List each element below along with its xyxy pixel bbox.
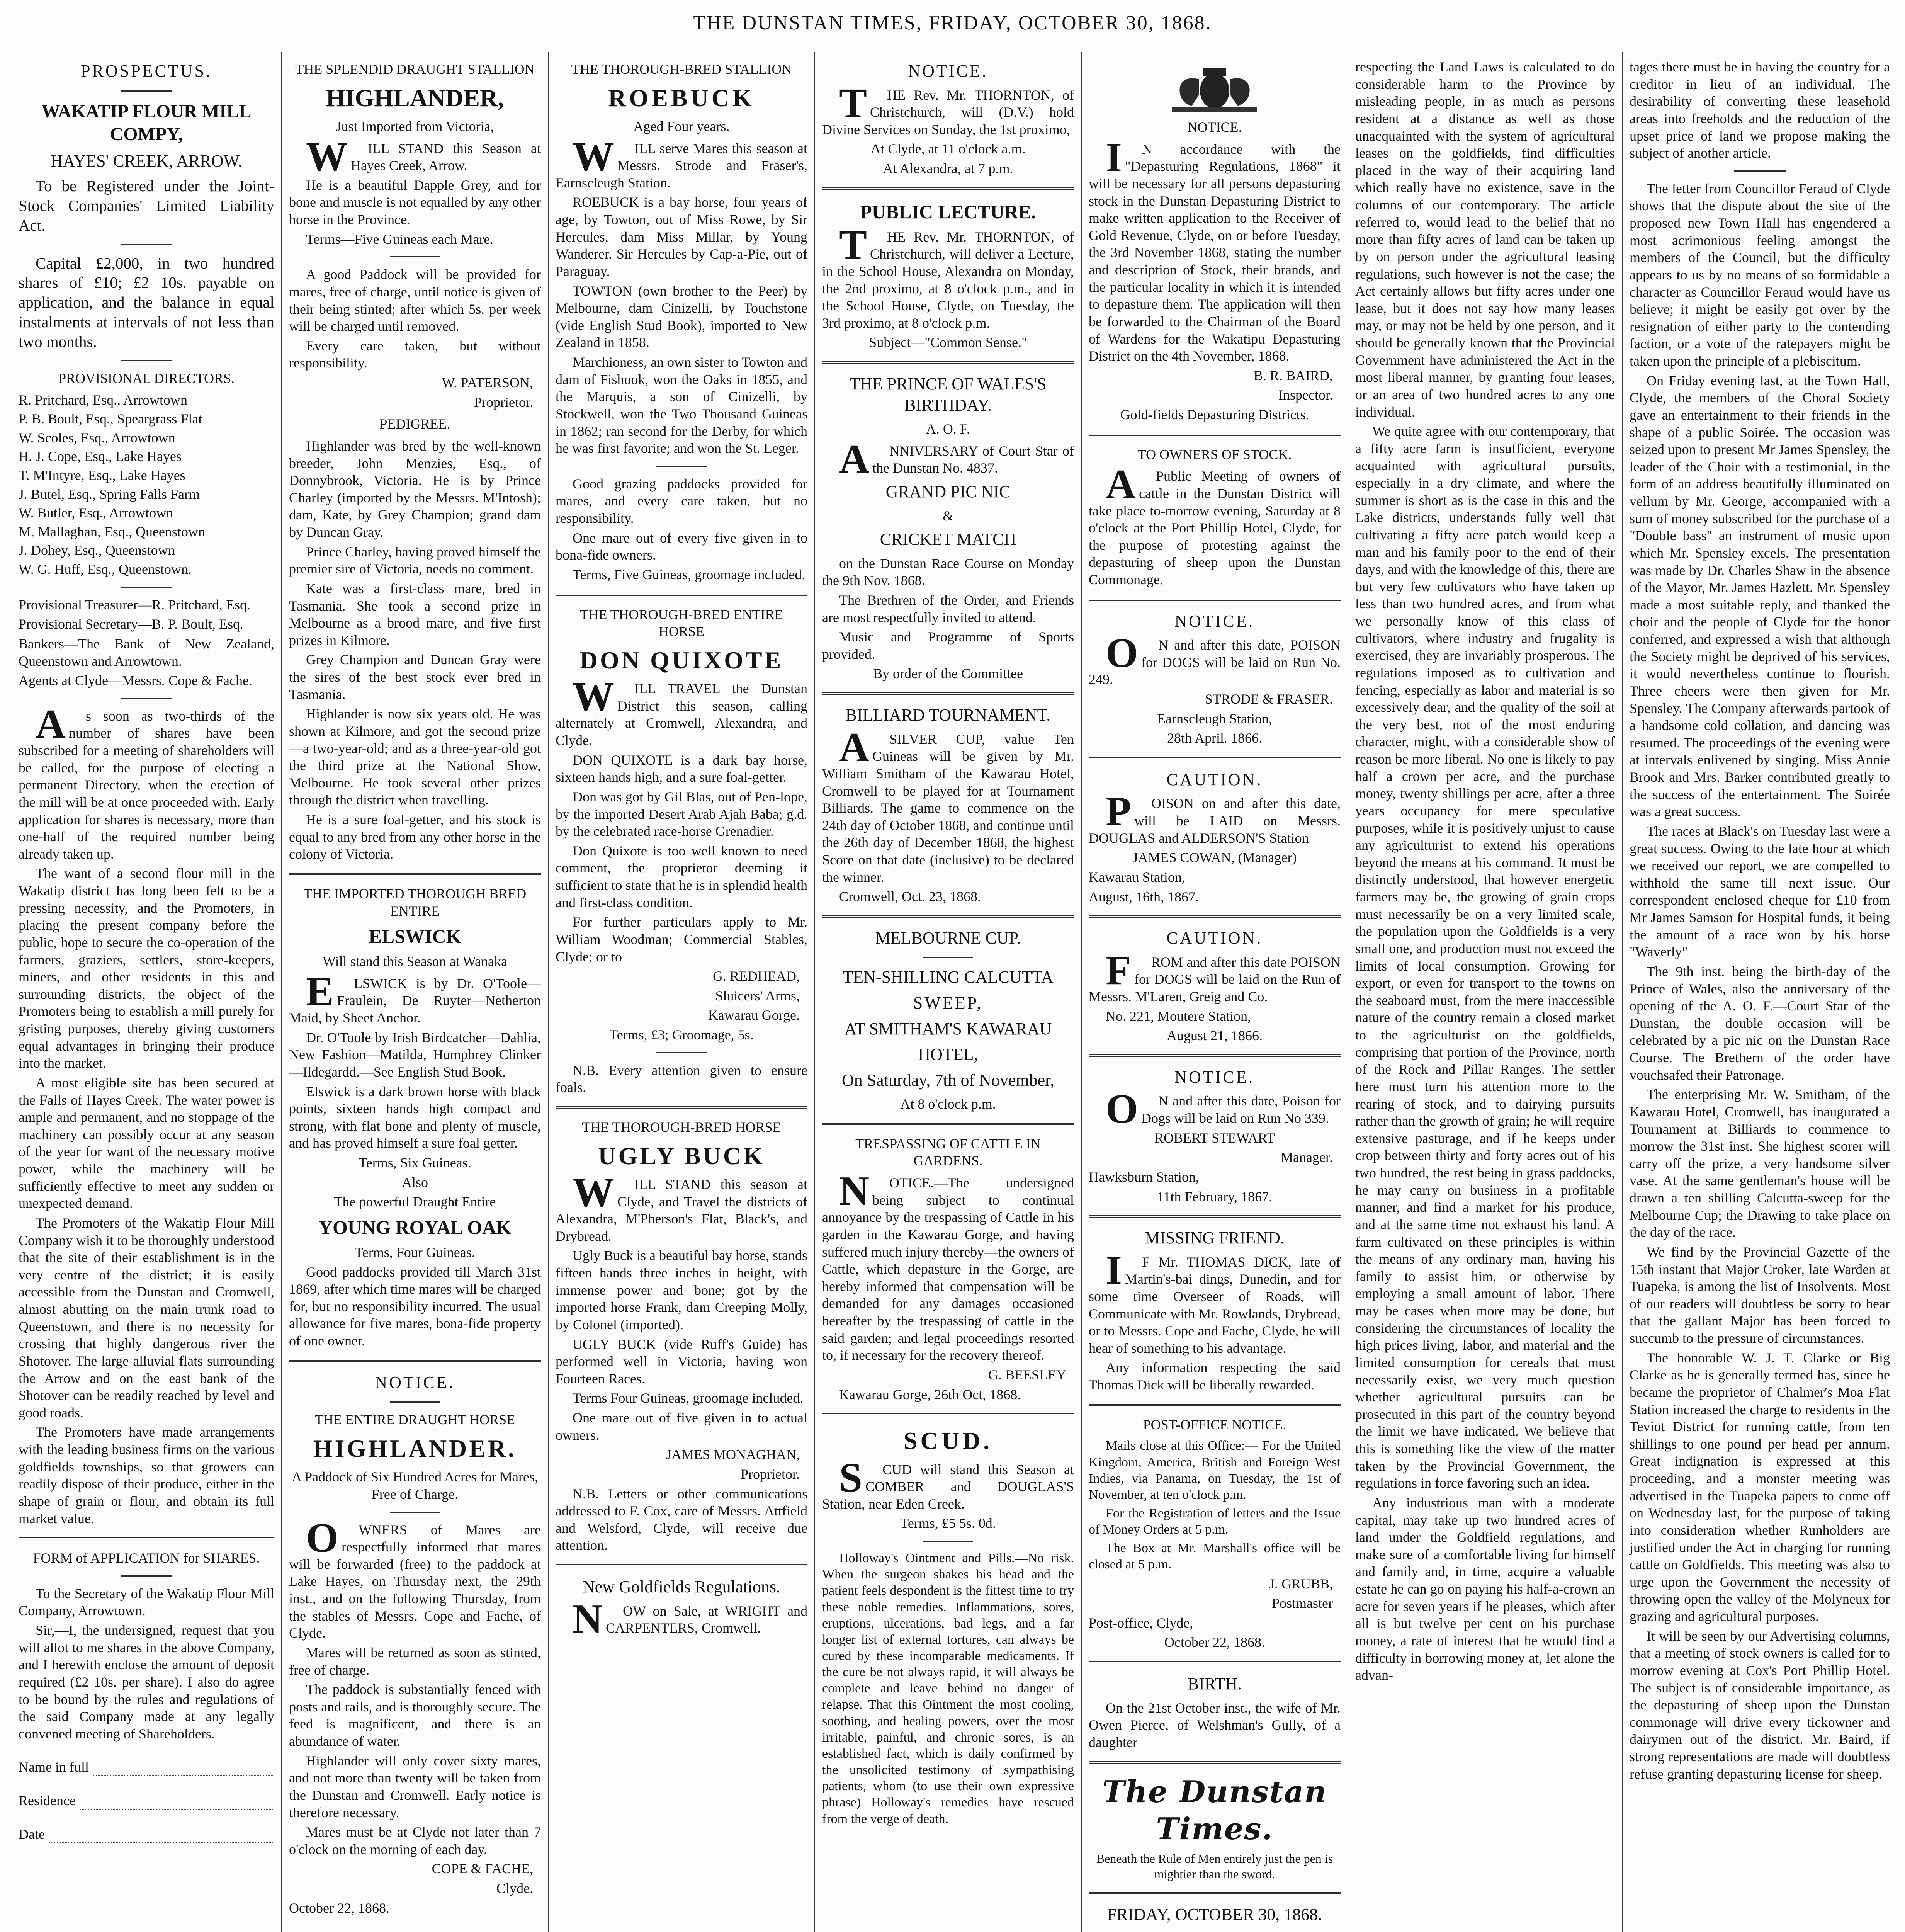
- field-line: [93, 1761, 274, 1776]
- form-heading: FORM of APPLICATION for SHARES.: [33, 1550, 260, 1566]
- divider: [822, 361, 1074, 364]
- director-item: M. Mallaghan, Esq., Queenstown: [19, 524, 205, 539]
- divider: [19, 1537, 274, 1539]
- signature: JAMES COWAN, (Manager): [1132, 850, 1297, 866]
- ad-paragraph: Elswick is a dark brown horse with black points, sixteen hands high compact and strong, with flat bone and plenty of muscle, and has proved himself a sure foal getter.: [289, 1083, 541, 1151]
- ad-paragraph: Terms Four Guineas, groomage included.: [573, 1390, 804, 1406]
- notice-heading: NOTICE.: [1174, 611, 1255, 631]
- divider: [656, 1052, 707, 1053]
- signature-role: Proprietor.: [474, 394, 533, 410]
- masthead: [0, 0, 1905, 46]
- signature-line: No. 221, Moutere Station,: [1106, 1008, 1251, 1024]
- newspaper-motto: Beneath the Rule of Men entirely just the pen is mightier than the sword.: [1096, 1851, 1333, 1881]
- bankers-text: Bankers—The Bank of New Zealand, Queenstown and Arrowtown.: [19, 636, 274, 669]
- ad-paragraph: Highlander was bred by the well-known breeder, John Menzies, Esq., of Donnybrook, Victoria. He is by Prince Charley (imported by the Messrs. M'Intosh); dam, Kate, by Grey Champion; grand dam by Duncan Gray.: [289, 438, 541, 540]
- ad-paragraph: Music and Programme of Sports provided.: [822, 629, 1074, 662]
- roebuck-age: Aged Four years.: [633, 118, 730, 134]
- column-2: [282, 52, 549, 1932]
- ad-paragraph: N.B. Letters or other communications addressed to F. Cox, care of Messrs. Attfield and Welsford, Clyde, will receive due attention.: [556, 1486, 807, 1553]
- divider: [822, 1413, 1074, 1415]
- capital-text: Capital £2,000, in two hundred shares of £10; £2 10s. payable on application, and the balance in equal instalments at intervals of not less than two months.: [19, 254, 274, 350]
- divider: [1089, 757, 1341, 759]
- ad-paragraph: FROM and after this date POISON for DOGS will be laid on the Run of Messrs. M'Laren, Greig and Co.: [1089, 947, 1341, 1005]
- prospectus-heading: PROSPECTUS.: [81, 61, 212, 80]
- signature-line: Post-office, Clyde,: [1089, 1615, 1193, 1631]
- divider: [822, 692, 1074, 695]
- ad-paragraph: APublic Meeting of owners of cattle in the Dunstan District will take place to-morrow evening, Saturday at 8 o'clock at the Port Phillip Hotel, Clyde, for the purpose of protesting against the depasturing of sheep upon the Dunstan Commonage.: [1089, 461, 1341, 587]
- ad-paragraph: Any information respecting the said Thomas Dick will be liberally rewarded.: [1089, 1360, 1341, 1393]
- signature: STRODE & FRASER.: [1205, 691, 1333, 707]
- missing-heading: MISSING FRIEND.: [1145, 1228, 1285, 1248]
- ad-paragraph: He is a sure foal-getter, and his stock is equal to any bred from any other horse in the colony of Victoria.: [289, 812, 541, 862]
- divider: [556, 1564, 807, 1566]
- oak-title: YOUNG ROYAL OAK: [318, 1216, 512, 1238]
- ad-paragraph: Mares must be at Clyde not later than 7 o'clock on the morning of each day.: [289, 1824, 541, 1857]
- ad-paragraph: The paddock is substantially fenced with posts and rails, and is thoroughly secure. The feed is magnificent, and there is an abundance of water.: [289, 1682, 541, 1749]
- field-line: [49, 1828, 274, 1843]
- ad-paragraph: Don Quixote is too well known to need comment, the proprietor deeming it sufficient to state that he is in splendid health and first-class condition.: [556, 843, 807, 910]
- divider: [923, 1541, 973, 1542]
- secretary-text: Provisional Secretary—B. P. Boult, Esq.: [19, 616, 243, 632]
- divider: [121, 587, 172, 588]
- birthday-heading: THE PRINCE OF WALES'S BIRTHDAY.: [850, 374, 1047, 415]
- aof-line: A. O. F.: [926, 421, 970, 437]
- ad-paragraph: THE Rev. Mr. THORNTON, of Christchurch, will (D.V.) hold Divine Services on Sunday, the 1st proximo,: [822, 80, 1074, 137]
- signature-line: Kawarau Gorge.: [708, 1007, 800, 1023]
- amp: &: [942, 508, 953, 524]
- signature-line: August, 16th, 1867.: [1089, 889, 1199, 905]
- signature: J. GRUBB,: [1269, 1576, 1333, 1592]
- signature-place: Clyde.: [496, 1881, 533, 1896]
- ad-paragraph: WILL serve Mares this season at Messrs. Strode and Fraser's, Earnscleugh Station.: [556, 133, 807, 190]
- editorial-paragraph: tages there must be in having the country for a creditor in lieu of an individual. The desirability of converting these leasehold areas into freeholds and the reduction of the upset price of land we propose making the subject of another article.: [1630, 59, 1890, 161]
- divider: [923, 957, 973, 958]
- ad-paragraph: DON QUIXOTE is a dark bay horse, sixteen hands high, and a sure foal-getter.: [556, 752, 807, 785]
- by-order: By order of the Committee: [873, 666, 1023, 682]
- ad-paragraph: Don was got by Gil Blas, out of Pen-lope, by the imported Desert Arab Ajah Baba; g.d. by the celebrated race-horse Grenadier.: [556, 789, 807, 839]
- signature-role: Proprietor.: [741, 1466, 800, 1482]
- divider: [121, 90, 172, 92]
- divider: [822, 187, 1074, 190]
- signature: G. REDHEAD,: [713, 968, 800, 984]
- field-line: [80, 1795, 274, 1810]
- divider: [121, 1575, 172, 1577]
- signature: W. PATERSON,: [442, 375, 533, 391]
- also-text: Also: [401, 1174, 428, 1190]
- ad-paragraph: For the Registration of letters and the Issue of Money Orders at 5 p.m.: [1089, 1506, 1341, 1537]
- ad-paragraph: IF Mr. THOMAS DICK, late of Martin's-bai dings, Dunedin, and for some time Overseer of Roads, will Communicate with Mr. Rowlands, Drybread, or to Messrs. Cope and Fache, Clyde, he will hear of something to his advantage.: [1089, 1247, 1341, 1356]
- divider: [822, 915, 1074, 918]
- form-to: To the Secretary of the Wakatip Flour Mill Company, Arrowtown.: [19, 1585, 274, 1619]
- elswick-header: THE IMPORTED THOROUGH BRED ENTIRE: [303, 886, 527, 919]
- ad-paragraph: OWNERS of Mares are respectfully informed that mares will be forwarded (free) to the paddock at Lake Hayes, on Thursday next, the 29th inst., and on the following Thursday, from the stables of Messrs. Cope and Fache, of Clyde.: [289, 1515, 541, 1641]
- sweep-line: SWEEP,: [913, 993, 983, 1012]
- column-1: [12, 52, 282, 1932]
- company-name: WAKATIP FLOUR MILL COMPY,: [41, 101, 252, 145]
- registered-text: To be Registered under the Joint-Stock Companies' Limited Liability Act.: [19, 177, 274, 234]
- paddock-line: A Paddock of Six Hundred Acres for Mares, Free of Charge.: [292, 1469, 538, 1502]
- ad-date: Cromwell, Oct. 23, 1868.: [839, 889, 981, 905]
- prospectus-paragraph: The Promoters have made arrangements with the leading business firms on the various goldfields townships, so that growers can readily dispose of their produce, either in the shape of grain or flour, and obtain its full market value.: [19, 1424, 274, 1526]
- column-6: [1348, 52, 1623, 1932]
- field-label: Date: [19, 1826, 45, 1842]
- ad-paragraph: One mare out of every five given in to bona-fide owners.: [556, 530, 807, 563]
- ad-date: October 22, 1868.: [289, 1900, 389, 1916]
- ad-paragraph: IN accordance with the "Depasturing Regulations, 1868" it will be necessary for all persons depasturing stock in the Dunstan Depasturing District to make written application to the Receiver of Gold Revenue, Clyde, on or before Tuesday, the 3rd November 1868, stating the number and description of Stock, their brands, and the particular locality in which it is intended to depasture them. The application will then be forwarded to the Chairman of the Board of Wardens for the Wakatipu Depasturing District on the 4th November, 1868.: [1089, 134, 1341, 364]
- ugly-buck-header: THE THOROUGH-BRED HORSE: [582, 1119, 781, 1135]
- service-line: At Alexandra, at 7 p.m.: [883, 161, 1013, 177]
- ad-paragraph: SCUD will stand this Season at COMBER and DOUGLAS'S Station, near Eden Creek.: [822, 1454, 1074, 1512]
- sweep-time: At 8 o'clock p.m.: [900, 1096, 996, 1112]
- ad-paragraph: ON and after this date, Poison for Dogs will be laid on Run No 339.: [1106, 1086, 1341, 1133]
- newspaper-nameplate: The Dunstan Times.: [1102, 1774, 1327, 1847]
- caution-heading: CAUTION.: [1166, 929, 1263, 948]
- divider: [1089, 1761, 1341, 1764]
- regulations-heading: New Goldfields Regulations.: [582, 1577, 781, 1597]
- sweep-line: AT SMITHAM'S KAWARAU: [844, 1019, 1052, 1038]
- signature-line: Kawarau Station,: [1089, 869, 1185, 885]
- ad-paragraph: Highlander is now six years old. He was shown at Kilmore, and got the second prize—a two-year-old; and as a three-year-old got the third prize at the National Show, Melbourne. He took several other prizes through the district when travelling.: [289, 706, 541, 808]
- ad-paragraph: Every care taken, but without responsibility.: [289, 338, 541, 371]
- ad-paragraph: Good grazing paddocks provided for mares, and every care taken, but no responsibility.: [556, 476, 807, 526]
- cricket-heading: CRICKET MATCH: [880, 530, 1016, 549]
- highlander-title-2: HIGHLANDER.: [313, 1434, 517, 1462]
- news-paragraph: The races at Black's on Tuesday last were a great success. Owing to the late hour at which we received our report, we are compelled to withhold the same till next issue. Our correspondent enclosed cheque for £10 from Mr James Samson for Hospital funds, it being the amount of a race won by his horse "Waverly": [1630, 823, 1890, 960]
- divider: [1734, 170, 1786, 172]
- divider: [390, 256, 440, 257]
- elswick-stand: Will stand this Season at Wanaka: [323, 954, 507, 969]
- director-item: W. Scoles, Esq., Arrowtown: [19, 430, 175, 446]
- prospectus-paragraph: As soon as two-thirds of the number of shares have been subscribed for a meeting of shareholders will be called, for the purpose of electing a permanent Directory, when the erection of the mill will be at once proceeded with. Early application for shares is necessary, more than one-half of the required number being already taken up.: [19, 701, 274, 862]
- signature-line: Sluicers' Arms,: [715, 988, 800, 1003]
- divider: [390, 1401, 440, 1403]
- signature-role: Manager.: [1281, 1150, 1333, 1165]
- ad-paragraph: WILL TRAVEL the Dunstan District this season, calling alternately at Cromwell, Alexandra, and Clyde.: [556, 674, 807, 748]
- editorial-dateline: FRIDAY, OCTOBER 30, 1868.: [1107, 1905, 1322, 1924]
- news-paragraph: The 9th inst. being the birth-day of the Prince of Wales, also the anniversary of the opening of the A. O. F.—Court Star of the Dunstan, the double occasion will be celebrated by a pic nic on the Dunstan Race Course. The Brethern of the order have vouchsafed their Patronage.: [1630, 963, 1890, 1083]
- ad-paragraph: ANNIVERSARY of Court Star of the Dunstan No. 4837.: [839, 436, 1074, 482]
- ad-paragraph: NOW on Sale, at WRIGHT and CARPENTERS, Cromwell.: [573, 1596, 807, 1642]
- notice-heading: NOTICE.: [375, 1372, 455, 1392]
- news-paragraph: The honorable W. J. T. Clarke or Big Clarke as he is generally termed has, since he became the proprietor of Chalmer's Moa Flat Station increased the charge to residents in the Teviot District for running cattle, from ten shillings to one pound per head per annum. Great indignation is expressed at this proceeding, and a monster meeting was advertised in the Tuapeka papers to come off on Wednesday last, for the purpose of taking into consideration whether Runholders are justified under the Act in charging for running cattle on Goldfields. This meeting was also to urge upon the Government the necessity of throwing open the valley of the Molyneux for grazing and agricultural purposes.: [1630, 1350, 1890, 1624]
- divider: [1089, 915, 1341, 918]
- stallion-header: THE SPLENDID DRAUGHT STALLION: [295, 61, 535, 77]
- lecture-heading: PUBLIC LECTURE.: [860, 201, 1036, 223]
- news-paragraph: The enterprising Mr. W. Smitham, of the Kawarau Hotel, Cromwell, has inaugurated a Tournament at Billiards to commence to morrow the 31st inst. She highest scorer will carry off the prize, a very handsome silver vase. At the same gentleman's house will be drawn a ten shilling Calcutta-sweep for the Melbourne Cup; the Drawing to take place on the day of the race.: [1630, 1087, 1890, 1240]
- agents-text: Agents at Clyde—Messrs. Cope & Fache.: [19, 673, 252, 689]
- ad-paragraph: Kate was a first-class mare, bred in Tasmania. She took a second prize in Melbourne as a brood mare, and five first prizes in Kilmore.: [289, 580, 541, 648]
- ad-terms: Terms—Five Guineas each Mare.: [306, 231, 494, 247]
- divider: [1089, 1661, 1341, 1663]
- divider: [289, 1360, 541, 1362]
- treasurer-text: Provisional Treasurer—R. Pritchard, Esq.: [19, 597, 250, 612]
- owners-heading: TO OWNERS OF STOCK.: [1137, 446, 1292, 462]
- divider: [1089, 434, 1341, 436]
- lecture-subject: Subject—"Common Sense.": [869, 335, 1027, 350]
- director-item: T. M'Intyre, Esq., Lake Hayes: [19, 467, 185, 483]
- director-item: P. B. Boult, Esq., Speargrass Flat: [19, 411, 202, 427]
- ad-paragraph: POISON on and after this date, will be LAID on Messrs. DOUGLAS and ALDERSON'S Station: [1089, 789, 1341, 846]
- ad-paragraph: Prince Charley, having proved himself the premier sire of Victoria, needs no comment.: [289, 544, 541, 577]
- ad-paragraph: For further particulars apply to Mr. William Woodman; Commercial Stables, Clyde; or to: [556, 914, 807, 964]
- signature-role: Inspector.: [1278, 387, 1333, 403]
- ad-paragraph: THE Rev. Mr. THORNTON, of Christchurch, will deliver a Lecture, in the School House, Alexandra on Monday, the 2nd proximo, at 8 o'clock p.m., and in the School House, Clyde, on Tuesday, the 3rd proximo, at 8 o'clock p.m.: [822, 222, 1074, 331]
- divider: [1089, 1892, 1341, 1894]
- divider: [556, 594, 807, 596]
- ad-paragraph: Good paddocks provided till March 31st 1869, after which time mares will be charged for, but no responsibility incurred. The usual allowance for five mares, bona-fide property of one owner.: [289, 1264, 541, 1349]
- ad-paragraph: The Box at Mr. Marshall's office will be closed at 5 p.m.: [1089, 1541, 1341, 1572]
- oak-header: The powerful Draught Entire: [334, 1194, 496, 1210]
- don-quixote-header: THE THOROUGH-BRED ENTIRE HORSE: [580, 606, 783, 639]
- ad-paragraph: A good Paddock will be provided for mares, free of charge, until notice is given of their being stinted; after which 5s. per week will be charged until removed.: [289, 267, 541, 334]
- signature: G. BEESLEY: [988, 1367, 1066, 1383]
- news-paragraph: On Friday evening last, at the Town Hall, Clyde, the members of the Choral Society gave an entertainment to their friends in the shape of a public Soirée. The occasion was seized upon to present Mr James Spensley, the leader of the Choir with a testimonial, in the form of an address beautifully illuminated on vellum by Mr. George, accompanied with a sum of money subscribed for the purchase of a "Double bass" an instrument of music upon which Mr. Spensley excels. The presentation was made by Dr. Charles Shaw in the absence of the Mayor, Mr. James Hazlett. Mr. Spensley made a most suitable reply, and thanked the choir and the people of Clyde for the honor conferred, and expressed a wish that although the Society might be deprived of his services, it would nevertheless continue to flourish. Three cheers were then given for Mr. Spensley. The Company afterwards partook of a handsome cold collation, and dancing was resumed. The proceedings of the evening were at intervals enlivened by singing. Miss Annie Brook and Mrs. Barker contributed greatly to the success of the entertainment. The Soirée was a great success.: [1630, 372, 1890, 820]
- ad-paragraph: ROEBUCK is a bay horse, four years of age, by Towton, out of Miss Rowe, by Sir Hercules, dam Miss Millar, by Young Wanderer. Sir Hercules by Cap-a-Pie, out of Paraguay.: [556, 194, 807, 279]
- scud-terms: Terms, £5 5s. 0d.: [900, 1515, 996, 1531]
- ad-paragraph: Terms, Five Guineas, groomage included.: [573, 566, 806, 582]
- form-body: Sir,—I, the undersigned, request that you will allot to me shares in the above Company, and I herewith enclose the amount of deposit required (£2 10s. per share). I also do agree to be bound by the rules and regulations of the said Company made at any legally convened meeting of Shareholders.: [19, 1622, 274, 1742]
- editorial-paragraph: We quite agree with our contemporary, that a fifty acre farm is insufficient, everyone acquainted with agricultural pursuits, especially in a dry climate, and where the summer is short as is the case in this and the Lake districts, understands fully well that cultivating a fifty acre patch would keep a man and his family poor to the end of their days, and with the knowledge of this, there are but very few cultivators who have taken up less than two hundred acres, and from what we personally know of this class of cultivators, where industry and frugality is exercised, they are invariably prosperous. The regulations imposed as to cultivation and fencing, especially as labor and material is so excessively dear, and the quality of the soil at the very best, not of the most enduring character, might, with a considerable show of reason be more liberal. No one is likely to pay half a crown per acre, and the purchase money, twenty shillings per acre, after a three years occupancy for mere speculative purposes, while it is positively unjust to cause any agriculturist to extend his operations beyond the means at his command. It must be distinctly understood, that however energetic farmers may be, the growing of grain crops must necessarily be on a very limited scale, the population upon the Goldfields is a very small one, and production must not exceed the limits of local consumption. Growing for export, or even for transport to the towns on the seaboard must, from the mere inaccessible nature of the country remain a closed market to the agriculturist on the goldfields, comprising that portion of the Province, north of the Rock and Pillar Ranges. The settler here must turn his attention more to the rearing of stock, and to dairying pursuits rather than the growth of grain; he will require extensive pasturage, and if he keeps under crop between thirty and forty acres out of his two hundred, the rest being in grass paddocks, he may carry on business in a profitable manner, and find a market for his produce, and at the same time not exhaust his land. A farm cultivated on these principles is within the means of any ordinary man, having his family to assist him, or otherwise by employing a small amount of labor. There may be cases when more may be done, but considering the circumstances of locality the high prices living, labor, and material and the limited consumption for cereals that must necessarily exist, we very much question whether agricultural pursuits can be prosecuted in this part of the country beyond the limit we have indicated. We believe that this is something like the view of the matter taken by the Provincial Government, the regulations in force favoring such an idea.: [1355, 423, 1615, 1491]
- divider: [1089, 1215, 1341, 1218]
- divider: [121, 360, 172, 361]
- roebuck-title: ROEBUCK: [608, 84, 755, 112]
- signature-line: Earnscleugh Station,: [1157, 711, 1272, 726]
- elswick-title: ELSWICK: [369, 925, 461, 947]
- ad-paragraph: Dr. O'Toole by Irish Birdcatcher—Dahlia, New Fashion—Matilda, Humphrey Clinker—Ildegardd.—See English Stud Book.: [289, 1029, 541, 1080]
- imported-line: Just Imported from Victoria,: [336, 118, 494, 134]
- ad-paragraph: One mare out of five given in to actual owners.: [556, 1410, 807, 1443]
- ad-paragraph: Mails close at this Office:— For the United Kingdom, America, British and Foreign West Indies, via Panama, on Tuesday, the 1st of November, at ten o'clock p.m.: [1089, 1439, 1341, 1502]
- ad-paragraph: The Brethren of the Order, and Friends are most respectfully invited to attend.: [822, 592, 1074, 625]
- ad-paragraph: He is a beautiful Dapple Grey, and for bone and muscle is not equalled by any other horse in the Province.: [289, 177, 541, 228]
- date-field: [19, 1826, 274, 1843]
- signature: JAMES MONAGHAN,: [666, 1447, 800, 1463]
- ad-paragraph: WILL STAND this season at Clyde, and Travel the districts of Alexandra, M'Pherson's Flat, Black's, and Drybread.: [556, 1169, 807, 1244]
- prospectus-paragraph: The want of a second flour mill in the Wakatip district has long been felt to be a pressing necessity, and the Promoters, in placing the present company before the public, hope to secure the co-operation of the farmers, graziers, settlers, store-keepers, miners, and other residents in this and surrounding districts, the object of the Promoters being to establish a mill purely for gristing purposes, thereby giving customers equal advantages in bringing their produce into the market.: [19, 866, 274, 1071]
- director-item: J. Dohey, Esq., Queenstown: [19, 543, 175, 558]
- name-field: [19, 1759, 274, 1776]
- trespass-heading: TRESPASSING OF CATTLE IN GARDENS.: [855, 1136, 1041, 1169]
- divider: [1089, 599, 1341, 601]
- ad-paragraph: TOWTON (own brother to the Peer) by Melbourne, dam Cinizelli. by Touchstone (vide English Stud Book), imported to New Zealand in 1858.: [556, 283, 807, 350]
- divider: [121, 698, 172, 699]
- news-paragraph: It will be seen by our Advertising columns, that a meeting of stock owners is called for to morrow evening at Cox's Port Phillip Hotel. The subject is of considerable importance, as the depasturing of sheep upon the Dunstan commonage will drive every tickowner and dairymen out of the district. Mr. Baird, if strong representations are made will doubtless refuse granting depasturing license for sheep.: [1630, 1628, 1890, 1782]
- editorial-paragraph: Any industrious man with a moderate capital, may take up two hundred acres of land under the Goldfield regulations, and make sure of a comfortable living for himself and family and, in time, acquire a valuable estate he can go on paying his half-a-crown an acre for seven years if he pleases, which after all is but twelve per cent on his purchase money, a rate of interest that he would find a difficulty in borrowing money at, let alone the advan-: [1355, 1495, 1615, 1683]
- cup-heading: MELBOURNE CUP.: [875, 928, 1021, 947]
- news-paragraph: The letter from Councillor Feraud of Clyde shows that the dispute about the site of the proposed new Town Hall has engendered a most acrimonious feeling amongst the members of the Council, but the difficulty appears to us by no means of so formidable a character as Councillor Feraud would have us believe; it might be easily got over by the resignation of either party to the contending faction, or a vote of the ratepayers might be taken upon the principle of a plebiscitum.: [1630, 180, 1890, 369]
- prospectus-paragraph: A most eligible site has been secured at the Falls of Hayes Creek. The water power is ample and permanent, and no stoppage of the machinery can possibly occur at any season of the year for want of the necessary motive power, while the machinery will be sufficiently effective to meet any sudden or unexpected demand.: [19, 1075, 274, 1211]
- divider: [556, 1106, 807, 1109]
- entire-header: THE ENTIRE DRAUGHT HORSE: [314, 1412, 515, 1428]
- divider: [822, 1123, 1074, 1125]
- ad-paragraph: ELSWICK is by Dr. O'Toole—Fraulein, De Ruyter—Netherton Maid, by Sheet Anchor.: [289, 968, 541, 1026]
- signature-line: October 22, 1868.: [1164, 1634, 1265, 1650]
- divider: [656, 466, 707, 467]
- signature: B. R. BAIRD,: [1253, 367, 1333, 383]
- ugly-buck-title: UGLY BUCK: [598, 1142, 765, 1170]
- director-item: H. J. Cope, Esq., Lake Hayes: [19, 449, 182, 464]
- editorial-paragraph: respecting the Land Laws is calculated to do considerable harm to the Province by misleading people, in as much as persons resident at a distance as well as those unacquainted with the system of agricultural leases on the goldfields, find difficulties placed in the way of their acquiring land which really have no existence, save in the columns of our contemporary. The article referred to, would lead to the belief that no more than fifty acres of land can be taken up by on person under the agricultural leasing regulations, such however is not the case; the Act certainly allows but fifty acres under one lease, but it does not say how many leases may, or may not be held by one person, and it should be generally known that the Provincial Government have administered the Act in the most liberal manner, by granting four leases, or an area of two hundred acres to any one individual.: [1355, 59, 1615, 420]
- ad-paragraph: WILL STAND this Season at Hayes Creek, Arrow.: [306, 133, 541, 180]
- signature-line: 28th April. 1866.: [1167, 730, 1262, 746]
- field-label: Name in full: [19, 1759, 89, 1775]
- oak-terms: Terms, Four Guineas.: [355, 1244, 475, 1260]
- highlander-title: HIGHLANDER,: [326, 84, 504, 112]
- residence-field: [19, 1792, 274, 1810]
- ad-paragraph: UGLY BUCK (vide Ruff's Guide) has performed well in Victoria, having won Fourteen Races.: [556, 1336, 807, 1386]
- divider: [390, 1512, 440, 1513]
- notice-heading: NOTICE.: [1174, 1067, 1255, 1087]
- directors-list: [19, 391, 274, 578]
- news-paragraph: We find by the Provincial Gazette of the 15th instant that Major Croker, late Warden at Tuapeka, is among the list of Insolvents. Most of our readers will doubtless be sorry to hear that the gallant Major has been forced to succumb to the pressure of circumstances.: [1630, 1244, 1890, 1346]
- prospectus-paragraph: The Promoters of the Wakatip Flour Mill Company wish it to be thoroughly understood that the site of their establishment is in the very centre of the district; it is easily accessible from the Dunstan and Cromwell, almost abutting on the main trunk road to Queenstown, and there is no necessity for crossing that highly dangerous river the Shotover. The large alluvial flats surrounding the Arrow and on the east bank of the Shotover can be readily reached by level and good roads.: [19, 1215, 274, 1420]
- ad-paragraph: Highlander will only cover sixty mares, and not more than twenty will be taken from the Dunstan and Cromwell. Early notice is therefore necessary.: [289, 1753, 541, 1820]
- divider: [289, 873, 541, 875]
- elswick-terms: Terms, Six Guineas.: [359, 1155, 471, 1171]
- director-item: J. Butel, Esq., Spring Falls Farm: [19, 486, 200, 502]
- company-location: HAYES' CREEK, ARROW.: [50, 151, 243, 170]
- picnic-heading: GRAND PIC NIC: [885, 482, 1011, 502]
- ad-paragraph: Mares will be returned as soon as stinted, free of charge.: [289, 1645, 541, 1678]
- ad-paragraph: On the 21st October inst., the wife of Mr. Owen Pierce, of Welshman's Gully, of a daughter: [1089, 1700, 1341, 1750]
- director-item: R. Pritchard, Esq., Arrowtown: [19, 392, 187, 408]
- ad-date: Kawarau Gorge, 26th Oct, 1868.: [839, 1386, 1021, 1402]
- holloway-ad: Holloway's Ointment and Pills.—No risk. When the surgeon shakes his head and the patient feels despondent is the fittest time to try these noble remedies. Inflammations, sores, eruptions, ulcerations, bad legs, and a far longer list of external tortures, can always be cured by these incomparable medicaments. If the cure be not always rapid, it will always be complete and leave behind no danger of relapse. That this Ointment the most cooling, soothing, and healing powers, over the most irritable, painful, and chronic sores, is an established fact, which is daily confirmed by the unsolicited testimony of sympathising patients, whom (to use their own expressive phrase) Holloway's remedies have rescued from the verge of death.: [822, 1551, 1074, 1826]
- scud-title: SCUD.: [903, 1427, 993, 1455]
- pedigree-heading: PEDIGREE.: [379, 416, 450, 432]
- sweep-line: HOTEL,: [918, 1045, 978, 1064]
- caution-heading: CAUTION.: [1166, 770, 1263, 789]
- notice-heading: NOTICE.: [908, 61, 988, 80]
- ad-paragraph: Grey Champion and Duncan Gray were the sires of the best stock ever bred in Tasmania.: [289, 652, 541, 702]
- column-3: [549, 52, 815, 1932]
- ad-paragraph: Ugly Buck is a beautiful bay horse, stands fifteen hands three inches in height, with immense power and bone; got by the imported horse Frank, dam Creeping Molly, by Colonel (imported).: [556, 1248, 807, 1332]
- directors-heading: PROVISIONAL DIRECTORS.: [58, 370, 235, 386]
- signature-line: August 21, 1866.: [1166, 1028, 1263, 1044]
- director-item: W. G. Huff, Esq., Queenstown.: [19, 561, 192, 577]
- signature-line: Gold-fields Depasturing Districts.: [1120, 407, 1309, 422]
- signature: ROBERT STEWART: [1154, 1130, 1275, 1146]
- billiard-heading: BILLIARD TOURNAMENT.: [845, 706, 1051, 725]
- stallion-header: THE THOROUGH-BRED STALLION: [571, 61, 792, 77]
- birth-heading: BIRTH.: [1187, 1674, 1242, 1694]
- ad-paragraph: NOTICE.—The undersigned being subject to continual annoyance by the trespassing of Cattle in his garden in the Kawarau Gorge, and having suffered much injury thereby—the owners of Cattle, which depasture in the Gorge, are hereby informed that compensation will be demanded for any damages occasioned hereafter by the trespassing of cattle in the said garden; and legal proceedings resorted to, if necessary for the recovery thereof.: [822, 1168, 1074, 1363]
- field-label: Residence: [19, 1793, 76, 1808]
- royal-crest-icon: [1089, 64, 1341, 114]
- ad-paragraph: on the Dunstan Race Course on Monday the 9th Nov. 1868.: [822, 555, 1074, 588]
- director-item: W. Butler, Esq., Arrowtown: [19, 505, 173, 521]
- ad-paragraph: N.B. Every attention given to ensure foals.: [556, 1062, 807, 1095]
- service-line: At Clyde, at 11 o'clock a.m.: [870, 141, 1026, 157]
- column-4: [815, 52, 1082, 1932]
- ad-paragraph: ASILVER CUP, value Ten Guineas will be given by Mr. William Smitham of the Kawarau Hotel, Cromwell to be played for at Tournament Billiards. The game to commence on the 24th day of October 1868, and continue until the 26th day of December 1868, the highest Score on that date (inclusive) to be declared the winner.: [822, 724, 1074, 885]
- masthead-title: THE DUNSTAN TIMES, FRIDAY, OCTOBER 30, 1868.: [693, 12, 1212, 34]
- signature-line: 11th February, 1867.: [1157, 1189, 1273, 1204]
- ad-paragraph: Marchioness, an own sister to Towton and dam of Fishook, won the Oaks in 1855, and the Marquis, a son of Cinizelli, by Stockwell, won the Two Thousand Guineas in 1862; ran second for the Derby, for which he was first favorite; and won the St. Leger.: [556, 354, 807, 456]
- post-heading: POST-OFFICE NOTICE.: [1143, 1417, 1286, 1432]
- sweep-date: On Saturday, 7th of November,: [841, 1070, 1055, 1090]
- ad-terms: Terms, £3; Groomage, 5s.: [609, 1027, 754, 1043]
- column-5: [1082, 52, 1348, 1932]
- column-7: [1623, 52, 1897, 1932]
- signature: COPE & FACHE,: [432, 1861, 533, 1877]
- signature-line: Hawksburn Station,: [1089, 1169, 1199, 1185]
- signature-role: Postmaster: [1272, 1595, 1333, 1611]
- sweep-line: TEN-SHILLING CALCUTTA: [843, 968, 1054, 987]
- divider: [121, 244, 172, 245]
- divider: [1089, 1404, 1341, 1406]
- don-quixote-title: DON QUIXOTE: [579, 646, 783, 674]
- divider: [1089, 1054, 1341, 1057]
- crest-caption: NOTICE.: [1187, 119, 1242, 135]
- ad-paragraph: ON and after this date, POISON for DOGS will be laid on Run No. 249.: [1089, 630, 1341, 687]
